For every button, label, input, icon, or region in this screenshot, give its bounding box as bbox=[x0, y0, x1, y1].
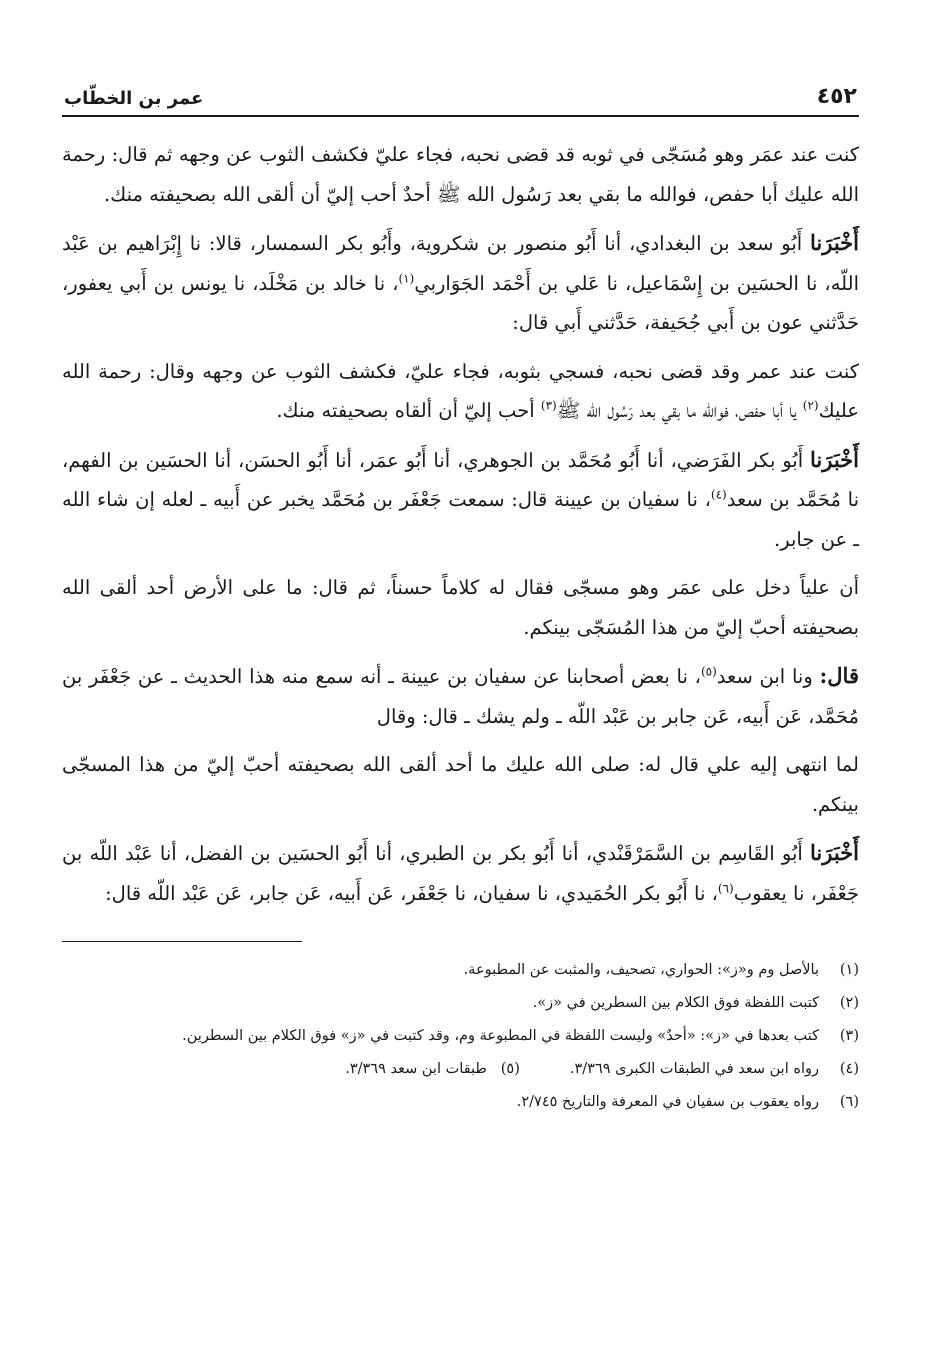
footnote bbox=[62, 1086, 859, 1119]
footnote-number: (١) bbox=[839, 962, 859, 978]
paragraph-narration bbox=[62, 745, 859, 824]
footnote-text: كتب بعدها في «ز»: «أحدٌ» وليست اللفظة في المطبوعة وم، وقد كتبت في «ز» فوق الكلام بين السطرين. bbox=[182, 1028, 819, 1044]
footnote-number: (٥) bbox=[500, 1061, 520, 1077]
footnote-number: (٦) bbox=[839, 1094, 859, 1110]
footnote-number: (٢) bbox=[839, 995, 859, 1011]
paragraph-text: أَبُو بكر الفَرَضي، أنا أَبُو مُحَمَّد بن الجوهري، أنا أَبُو عمَر، أنا أَبُو الحسَن، أنا الحسَين بن الفهم، نا مُحَمَّد بن سعد bbox=[62, 448, 859, 511]
paragraph-narration bbox=[62, 352, 859, 431]
footnote-text: كتبت اللفظة فوق الكلام بين السطرين في «ز». bbox=[532, 995, 819, 1011]
paragraph-text: ، نا أَبُو بكر الحُمَيدي، نا سفيان، نا جَعْفَر، عَن أَبيه، عَن جابر، عَن عَبْد اللّه قال: bbox=[105, 881, 718, 905]
paragraph-lead: أَخْبَرَنا bbox=[810, 446, 859, 472]
running-header bbox=[62, 84, 859, 117]
footnote-ref[interactable]: (٥) bbox=[700, 664, 717, 679]
footnote-ref[interactable]: (٦) bbox=[717, 881, 734, 895]
paragraph-isnad bbox=[62, 223, 859, 343]
paragraph-text: ، نا سفيان بن عيينة قال: سمعت جَعْفَر بن مُحَمَّد يخبر عن أَبيه ـ لعله إن شاء الله ـ عن جابر. bbox=[62, 488, 859, 551]
footnote-text: طبقات ابن سعد ٣/٣٦٩. bbox=[345, 1061, 487, 1077]
footnote bbox=[62, 954, 859, 987]
paragraph-lead: قال: bbox=[819, 663, 859, 688]
paragraph-text: لما انتهى إليه علي قال له: صلى الله عليك ما أحد ألقى الله بصحيفته أحبّ إليّ من هذا المسجّى بينكم. bbox=[62, 753, 859, 816]
footnote-text-pair bbox=[62, 1053, 819, 1086]
footnote-text: رواه ابن سعد في الطبقات الكبرى ٣/٣٦٩. bbox=[569, 1061, 819, 1077]
paragraph-text: كنت عند عمر وقد قضى نحبه، فسجي بثوبه، فجاء عليّ، فكشف الثوب عن وجهه وقال: رحمة الله عليك bbox=[62, 359, 859, 422]
paragraph-lead: أَخْبَرَنا bbox=[810, 840, 859, 865]
paragraph-text: ونا ابن سعد bbox=[716, 665, 820, 688]
main-text bbox=[62, 135, 859, 913]
page-number: ٤٥٢ bbox=[816, 84, 857, 109]
footnote-separator-wrap bbox=[62, 941, 859, 942]
paragraph-text: أَبُو القَاسِم بن السَّمَرْقَنْدي، أنا أَبُو بكر بن الطبري، أنا أَبُو الحسَين بن الفضل، أنا عَبْد اللّه بن جَعْفَر، نا يعقوب bbox=[62, 842, 859, 905]
footnote-number: (٣) bbox=[839, 1028, 859, 1044]
paragraph-lead: أَخْبَرَنا bbox=[810, 230, 859, 255]
paragraph-isnad bbox=[62, 833, 859, 913]
paragraph-text: ، نا خالد بن مَخْلَد، نا يونس بن أَبي يعفور، حَدَّثني عون بن أَبي جُحَيفة، حَدَّثني أَبي قال: bbox=[62, 271, 859, 334]
footnote-text: بالأصل وم و«ز»: الحواري، تصحيف، والمثبت عن المطبوعة. bbox=[463, 962, 819, 978]
footnote-ref[interactable]: (٢) bbox=[802, 398, 819, 413]
footnote bbox=[62, 987, 859, 1020]
book-title: عمر بن الخطّاب bbox=[64, 88, 204, 109]
paragraph-text: أن علياً دخل على عمَر وهو مسجّى فقال له كلاماً حسناً، ثم قال: ما على الأرض أحد ألقى الله بصحيفته أحبّ إليّ من هذا المُسَجّى بينكم. bbox=[62, 576, 859, 639]
paragraph-isnad bbox=[62, 656, 859, 736]
paragraph-text: أَبُو سعد بن البغدادي، أنا أَبُو منصور بن شكروية، وأَبُو بكر السمسار، قالا: نا إِبْرَاهيم بن عَبْد اللّه، نا الحسَين بن إِسْمَاعيل، نا عَلي بن أَحْمَد الجَوَاربي bbox=[62, 232, 859, 295]
footnote-ref[interactable]: (١) bbox=[398, 271, 415, 285]
footnote-separator bbox=[62, 941, 302, 942]
footnote-number: (٤) bbox=[839, 1061, 859, 1077]
paragraph-isnad bbox=[62, 440, 859, 560]
paragraph-text: ، نا بعض أصحابنا عن سفيان بن عيينة ـ أنه سمع منه هذا الحديث ـ عن جَعْفَر بن مُحَمَّد، عَن أَبيه، عَن جابر بن عَبْد اللّه ـ ولم يشك ـ قال: وقال bbox=[62, 665, 859, 728]
footnote-ref[interactable]: (٣) bbox=[540, 398, 557, 413]
footnote bbox=[62, 1020, 859, 1053]
footnote-ref[interactable]: (٤) bbox=[710, 487, 727, 502]
paragraph-narration bbox=[62, 568, 859, 647]
footnote bbox=[62, 1053, 859, 1086]
footnote-text: رواه يعقوب بن سفيان في المعرفة والتاريخ ٢/٧٤٥. bbox=[516, 1094, 819, 1110]
paragraph-text: يا أبا حفص، فوالله ما بقي بعد رَسُول الله ﷺ bbox=[556, 399, 803, 422]
footnotes bbox=[62, 954, 859, 1119]
paragraph-text: كنت عند عمَر وهو مُسَجّى في ثوبه قد قضى نحبه، فجاء عليّ فكشف الثوب عن وجهه ثم قال: رحمة الله عليك أبا حفص، فوالله ما بقي بعد رَسُول الله ﷺ أحدٌ أحب إليّ أن ألقى الله بصحيفته منك. bbox=[62, 143, 859, 206]
paragraph-text: أحب إليّ أن ألقاه بصحيفته منك. bbox=[276, 399, 541, 422]
paragraph-narration bbox=[62, 135, 859, 214]
